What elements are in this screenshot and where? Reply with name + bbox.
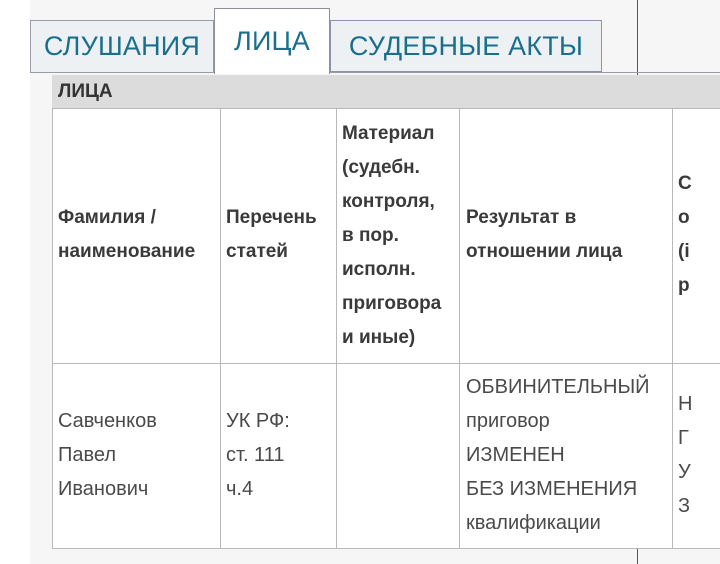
grid-line [52, 109, 53, 549]
tab-hearings-label: СЛУШАНИЯ [43, 31, 201, 61]
cell-articles-line: УК РФ: [226, 410, 290, 432]
cell-articles [226, 404, 334, 506]
header-articles-line: статей [226, 241, 288, 262]
tab-persons-label: ЛИЦА [234, 26, 310, 56]
grid-line [52, 548, 720, 549]
header-cut-line: о [678, 207, 690, 228]
cell-name-line: Савченков [58, 410, 157, 432]
grid-line [52, 363, 720, 364]
cell-result-line: ИЗМЕНЕН [466, 444, 565, 466]
header-material-line: контроля, [342, 191, 435, 212]
header-cut-line: С [678, 173, 692, 194]
section-title-label: ЛИЦА [58, 80, 113, 102]
cell-result [466, 370, 666, 540]
header-name-line: Фамилия / [58, 207, 156, 228]
header-articles-line: Перечень [226, 207, 317, 228]
persons-table [52, 109, 720, 549]
grid-line [220, 109, 221, 549]
header-cut-column [678, 167, 692, 303]
grid-line [336, 109, 337, 549]
grid-line [459, 109, 460, 549]
header-name [58, 201, 218, 269]
cell-cut-line: Г [678, 427, 689, 449]
header-material-line: исполн. [342, 259, 416, 280]
tab-hearings[interactable] [30, 20, 214, 72]
tab-strip-border [30, 72, 720, 73]
header-material-line: приговора [342, 293, 442, 314]
cell-result-line: БЕЗ ИЗМЕНЕНИЯ [466, 478, 638, 500]
header-material-line: (судебн. [342, 157, 420, 178]
header-articles [226, 201, 334, 269]
cell-name-line: Павел [58, 444, 117, 466]
cell-name-line: Иванович [58, 478, 149, 500]
header-result-line: отношении лица [466, 241, 623, 262]
header-material-line: в пор. [342, 225, 399, 246]
cell-person-name [58, 404, 218, 506]
header-material-line: Материал [342, 123, 435, 144]
tab-acts-label: СУДЕБНЫЕ АКТЫ [348, 30, 584, 61]
header-result-line: Результат в [466, 207, 577, 228]
tab-persons[interactable] [214, 8, 330, 74]
cell-cut-line: У [678, 461, 691, 483]
tab-acts[interactable] [330, 20, 602, 72]
header-material [342, 117, 458, 355]
cell-cut-line: З [678, 495, 691, 517]
header-cut-line: (і [678, 241, 690, 262]
header-name-line: наименование [58, 241, 196, 262]
section-title [52, 75, 720, 109]
cell-cut-line: Н [678, 393, 692, 415]
header-cut-line: р [678, 275, 690, 296]
cell-result-line: квалификации [466, 512, 601, 534]
cell-result-line: приговор [466, 410, 550, 432]
cell-articles-line: ч.4 [226, 478, 254, 500]
cell-cut-column [678, 387, 692, 523]
header-material-line: и иные) [342, 327, 416, 348]
header-result [466, 201, 642, 269]
cell-result-line: ОБВИНИТЕЛЬНЫЙ [466, 376, 650, 398]
cell-articles-line: ст. 111 [226, 444, 285, 466]
grid-line [672, 109, 673, 549]
